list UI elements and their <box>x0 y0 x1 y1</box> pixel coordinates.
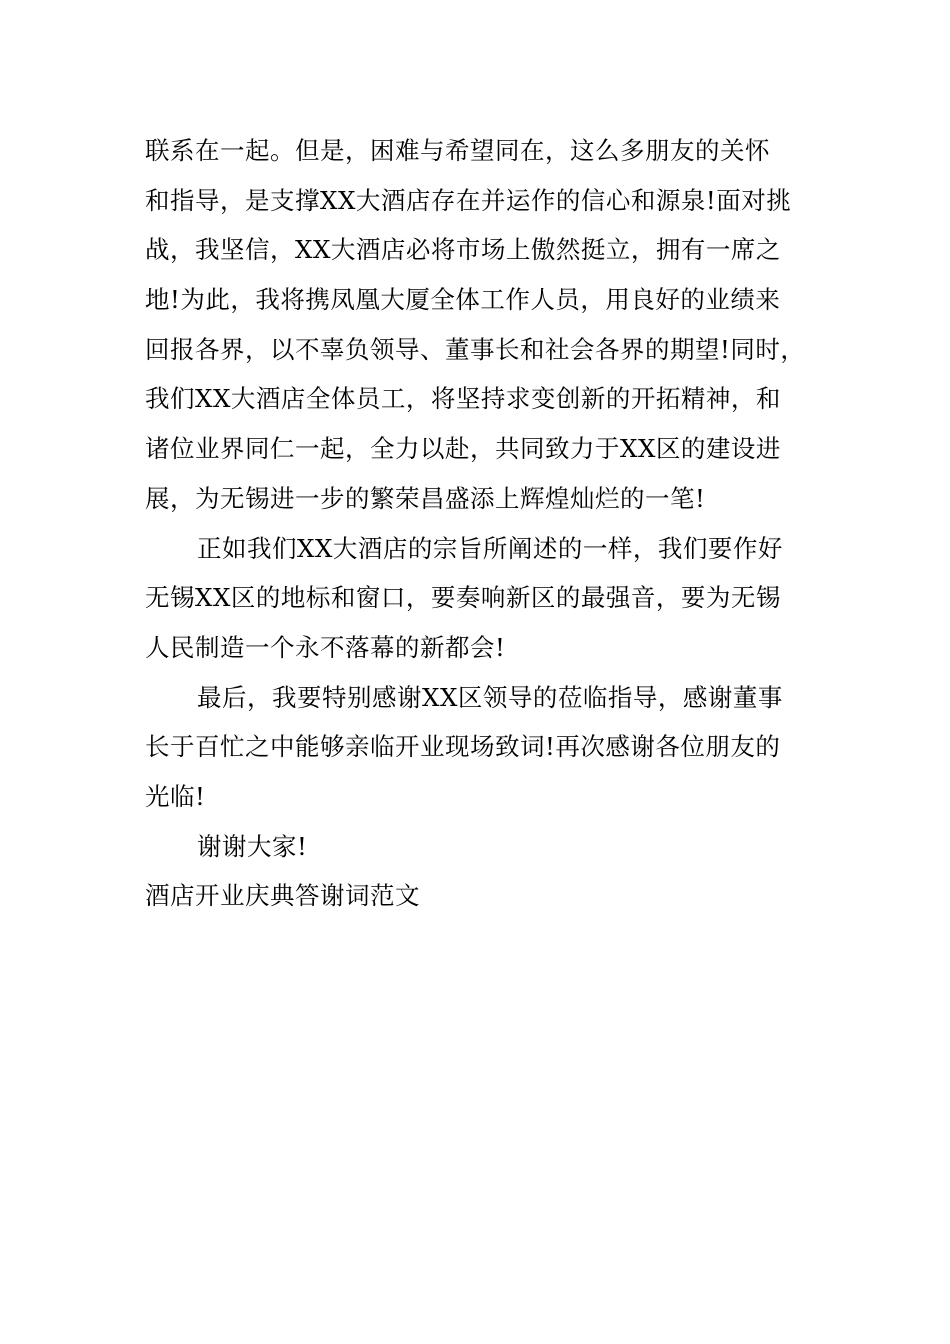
text-line: 最后，我要特别感谢XX区领导的莅临指导，感谢董事 <box>197 682 783 712</box>
document-title-line: 酒店开业庆典答谢词范文 <box>145 881 420 911</box>
text-line: 展，为无锡进一步的繁荣昌盛添上辉煌灿烂的一笔! <box>145 483 706 513</box>
text-line: 地!为此，我将携凤凰大厦全体工作人员，用良好的业绩来 <box>145 285 781 315</box>
text-line: 人民制造一个永不落幕的新都会! <box>145 632 506 662</box>
text-line: 战，我坚信，XX大酒店必将市场上傲然挺立，拥有一席之 <box>145 235 781 265</box>
text-line: 诸位业界同仁一起，全力以赴，共同致力于XX区的建设进 <box>145 434 781 464</box>
text-line: 光临! <box>145 781 206 811</box>
text-line: 无锡XX区的地标和窗口，要奏响新区的最强音，要为无锡 <box>145 583 781 613</box>
closing-line: 谢谢大家! <box>197 831 308 861</box>
text-line: 我们XX大酒店全体员工，将坚持求变创新的开拓精神，和 <box>145 384 781 414</box>
text-line: 回报各界，以不辜负领导、董事长和社会各界的期望!同时， <box>145 334 806 364</box>
text-line: 和指导，是支撑XX大酒店存在并运作的信心和源泉!面对挑 <box>145 185 792 215</box>
document-body <box>145 126 815 921</box>
text-line: 联系在一起。但是，困难与希望同在，这么多朋友的关怀 <box>145 136 770 165</box>
text-line: 正如我们XX大酒店的宗旨所阐述的一样，我们要作好 <box>197 533 783 563</box>
text-line: 长于百忙之中能够亲临开业现场致词!再次感谢各位朋友的 <box>145 732 781 762</box>
